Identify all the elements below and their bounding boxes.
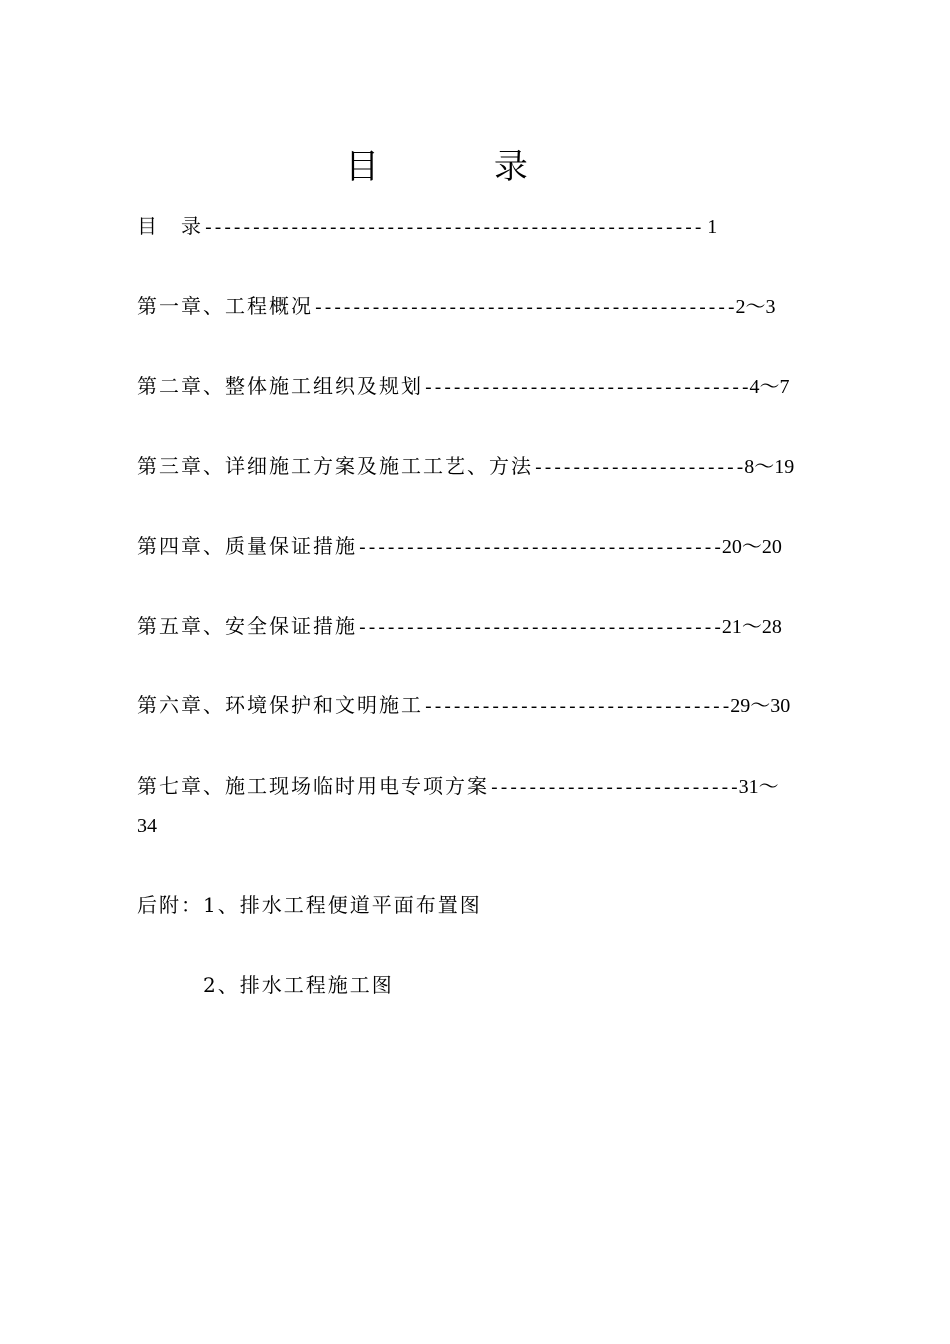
toc-entry-label: 第三章、详细施工方案及施工工艺、方法 — [137, 454, 533, 478]
toc-leader: -------------------------------------- — [357, 539, 722, 559]
toc-page: 29～30 — [730, 695, 791, 717]
toc-entry — [137, 691, 837, 722]
toc-entry — [137, 372, 837, 403]
toc-entry-label: 第七章、施工现场临时用电专项方案 — [137, 774, 489, 798]
toc-entry — [137, 772, 837, 803]
appendix-line: 2、排水工程施工图 — [203, 973, 394, 997]
toc-leader: ---------------------------------------------------- — [203, 219, 703, 239]
toc-entry-label: 第五章、安全保证措施 — [137, 614, 357, 638]
toc-page: 20～20 — [721, 536, 782, 558]
page-title: 目 录 — [345, 147, 580, 187]
toc-leader: ---------------------------------- — [423, 379, 750, 399]
toc-entry-label: 目 录 — [137, 214, 203, 238]
toc-leader: ---------------------- — [533, 459, 745, 479]
toc-page: 21～28 — [721, 616, 782, 638]
toc-entry-label: 第一章、工程概况 — [137, 294, 313, 318]
toc-page: 8～19 — [744, 456, 795, 478]
toc-page: 31～ — [738, 776, 779, 798]
toc-entry — [137, 612, 837, 643]
toc-entry — [137, 452, 837, 483]
toc-entry — [137, 532, 837, 563]
toc-entry-label: 第六章、环境保护和文明施工 — [137, 693, 423, 717]
toc-page: 4～7 — [749, 376, 790, 398]
appendix-line: 后附：1、排水工程便道平面布置图 — [137, 893, 482, 917]
toc-entry — [137, 292, 837, 323]
toc-entry-label: 第二章、整体施工组织及规划 — [137, 374, 423, 398]
toc-page: 2～3 — [735, 296, 776, 318]
toc-entry-label: 第四章、质量保证措施 — [137, 534, 357, 558]
toc-entry — [137, 212, 837, 243]
toc-leader: -------------------------------- — [423, 698, 731, 718]
toc-page: 1 — [702, 216, 718, 238]
toc-leader: -------------------------------------------- — [313, 299, 736, 319]
toc-leader: -------------------------------------- — [357, 619, 722, 639]
toc-page-continued: 34 — [137, 815, 157, 837]
toc-leader: -------------------------- — [489, 779, 739, 799]
